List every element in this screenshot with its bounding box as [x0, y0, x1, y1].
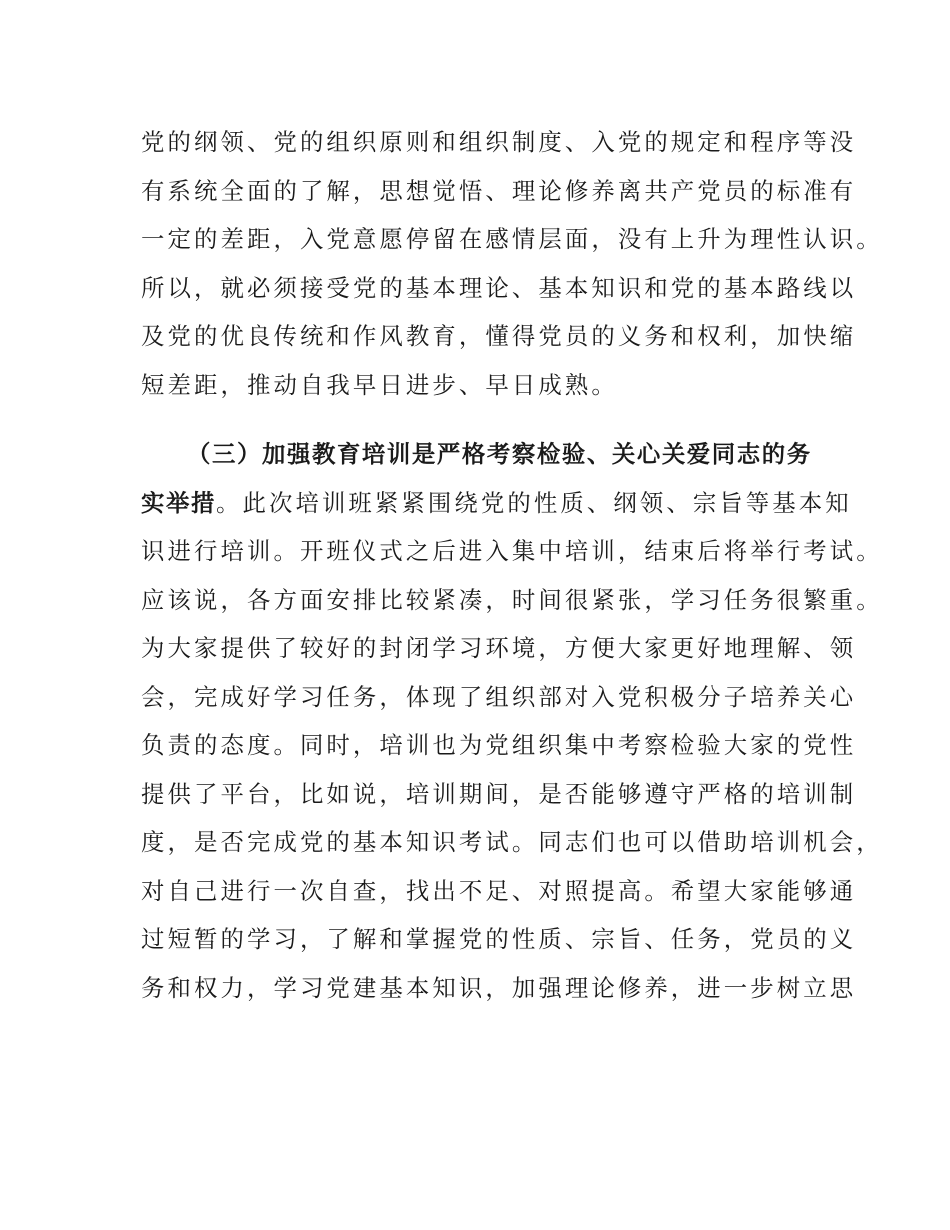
paragraph-line: 负责的态度。同时，培训也为党组织集中考察检验大家的党性 [141, 731, 857, 759]
paragraph-line: 过短暂的学习，了解和掌握党的性质、宗旨、任务，党员的义 [141, 925, 857, 953]
paragraph-line: 所以，就必须接受党的基本理论、基本知识和党的基本路线以 [141, 273, 857, 302]
paragraph-line: 提供了平台，比如说，培训期间，是否能够遵守严格的培训制 [141, 779, 857, 808]
paragraph-2 [141, 430, 883, 1012]
paragraph-line: 一定的差距，入党意愿停留在感情层面，没有上升为理性认识。 [141, 225, 883, 253]
paragraph-1 [141, 118, 883, 409]
paragraph-line: 识进行培训。开班仪式之后进入集中培训，结束后将举行考试。 [141, 537, 883, 565]
paragraph-line: 务和权力，学习党建基本知识，加强理论修养，进一步树立思 [141, 973, 857, 1002]
paragraph-line: 为大家提供了较好的封闭学习环境，方便大家更好地理解、领 [141, 634, 857, 662]
section-heading-line [141, 430, 831, 479]
paragraph-line: 对自己进行一次自查，找出不足、对照提高。希望大家能够通 [141, 876, 857, 905]
paragraph-line: 度，是否完成党的基本知识考试。同志们也可以借助培训机会， [141, 828, 883, 856]
paragraph-line: 短差距，推动自我早日进步、早日成熟。 [141, 370, 618, 399]
section-heading: （三）加强教育培训是严格考察检验、关心关爱同志的务 [187, 440, 812, 468]
paragraph-text: 。此次培训班紧紧围绕党的性质、纲领、宗旨等基本知 [215, 488, 852, 517]
paragraph-line: 应该说，各方面安排比较紧凑，时间很紧张，学习任务很繁重。 [141, 585, 883, 614]
paragraph-line: 及党的优良传统和作风教育，懂得党员的义务和权利，加快缩 [141, 322, 857, 350]
section-heading-continued: 实举措 [141, 488, 216, 517]
paragraph-line [141, 479, 852, 528]
paragraph-line: 会，完成好学习任务，体现了组织部对入党积极分子培养关心 [141, 682, 857, 711]
paragraph-line: 有系统全面的了解，思想觉悟、理论修养离共产党员的标准有 [141, 176, 857, 205]
paragraph-line: 党的纲领、党的组织原则和组织制度、入党的规定和程序等没 [141, 128, 857, 156]
